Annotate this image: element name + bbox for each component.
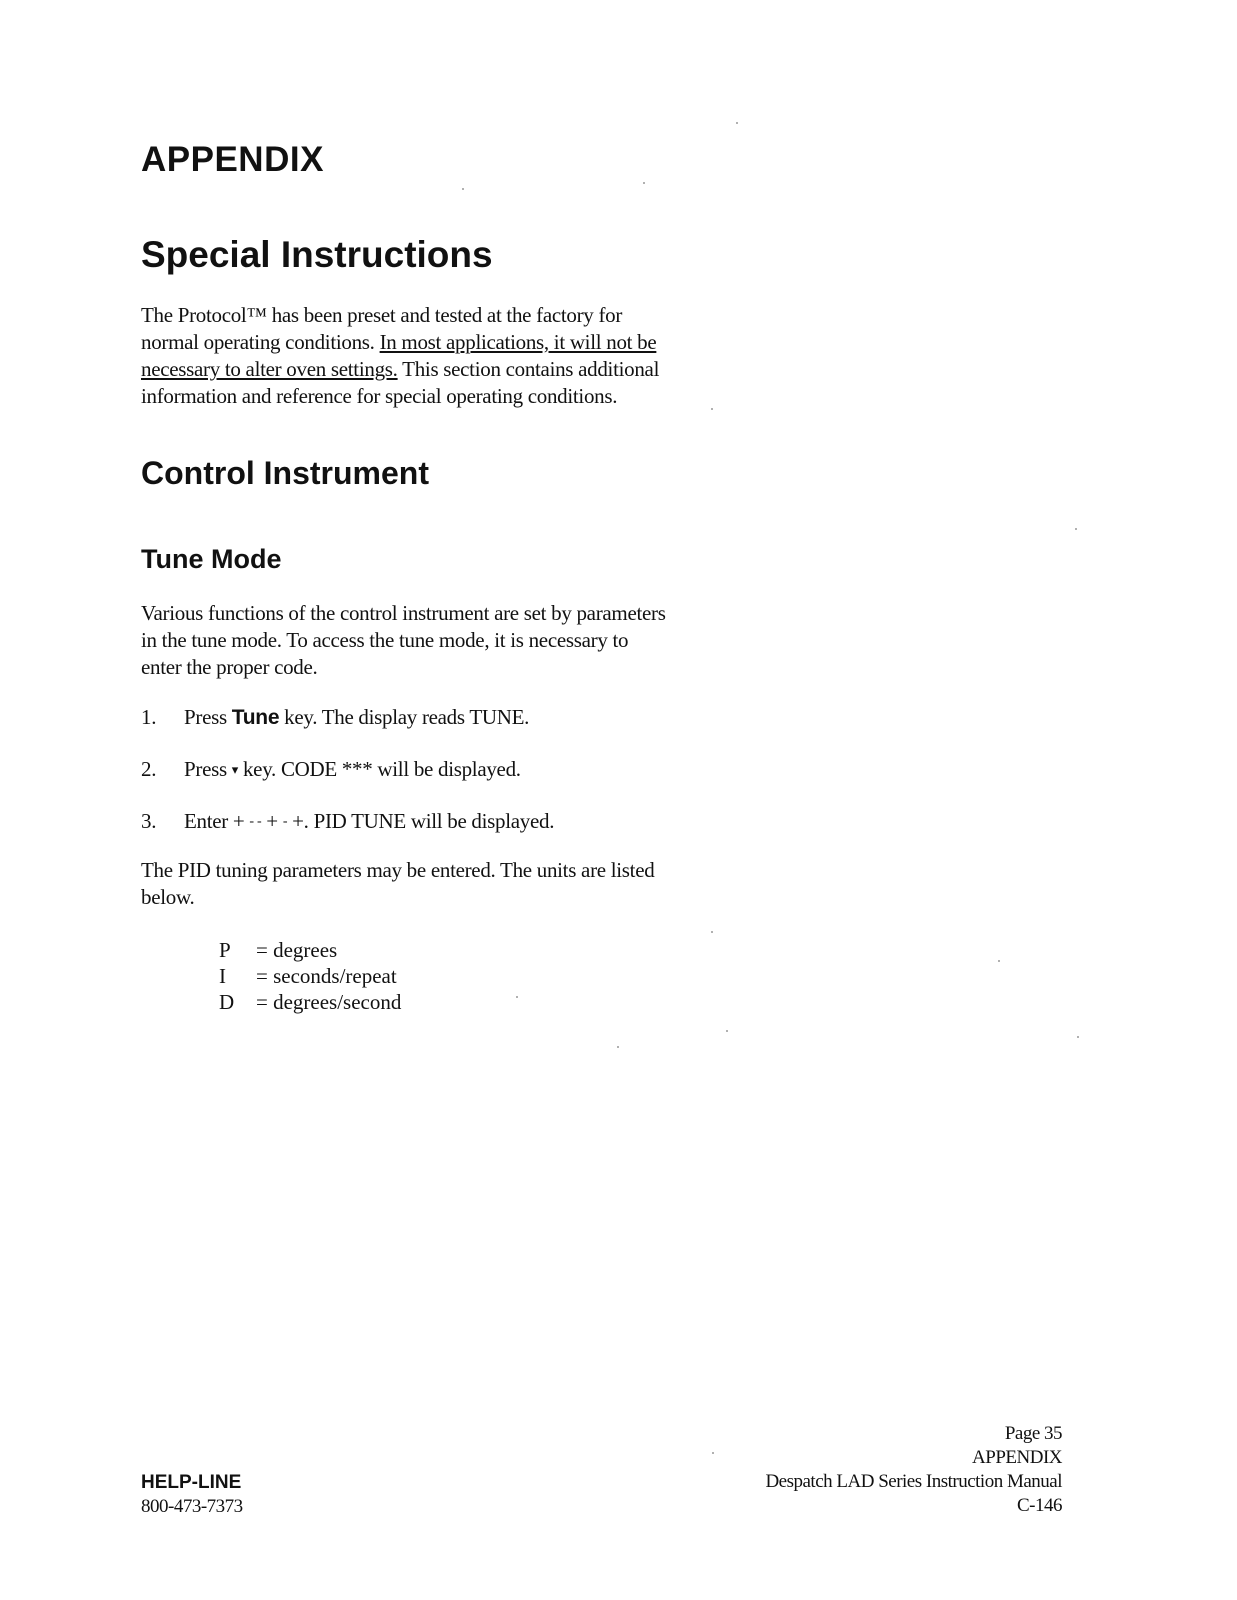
- document-code: C-146: [1017, 1495, 1062, 1516]
- helpline-label: HELP-LINE: [141, 1472, 242, 1493]
- control-instrument-heading: Control Instrument: [141, 455, 429, 491]
- pid-line-1: The PID tuning parameters may be entered. The units are listed: [141, 858, 655, 882]
- scan-speck: [617, 1046, 619, 1048]
- intro-line-2: [141, 329, 721, 356]
- unit-row-i: [219, 963, 401, 989]
- down-arrow-key-icon: ▾: [231, 762, 239, 777]
- unit-row-d: [219, 989, 401, 1015]
- unit-row-p: [219, 937, 401, 963]
- intro-line-3-plain: This section contains additional: [397, 357, 660, 381]
- unit-description: = degrees: [256, 938, 338, 962]
- tune-mode-heading: Tune Mode: [141, 544, 282, 574]
- intro-paragraph: [141, 302, 721, 410]
- unit-variable: P: [219, 938, 231, 962]
- unit-description: = seconds/repeat: [256, 964, 397, 988]
- tune-intro-line-2: in the tune mode. To access the tune mode, it is necessary to: [141, 628, 629, 652]
- scan-speck: [998, 960, 1000, 962]
- step-pre: Press: [184, 757, 232, 781]
- step-pre: Press: [184, 705, 232, 729]
- step-text: [184, 756, 521, 783]
- minus-key-symbol: ‐: [282, 814, 288, 829]
- step-number: 2.: [141, 757, 157, 781]
- step-text: [184, 704, 529, 731]
- step-mid: +: [261, 809, 283, 833]
- intro-line-4: information and reference for special operating conditions.: [141, 384, 618, 408]
- pid-units-list: [219, 937, 401, 1015]
- helpline-block: [141, 1471, 243, 1519]
- intro-line-1: The Protocol™ has been preset and tested at the factory for: [141, 303, 623, 327]
- unit-variable: I: [219, 964, 226, 988]
- step-text: [184, 808, 554, 835]
- step-number: 3.: [141, 809, 157, 833]
- step-post: +. PID TUNE will be displayed.: [287, 809, 555, 833]
- scan-speck: [1075, 528, 1077, 530]
- tune-mode-paragraph: [141, 600, 721, 681]
- pid-paragraph: [141, 857, 721, 911]
- intro-line-3: [141, 356, 721, 383]
- tune-intro-line-3: enter the proper code.: [141, 655, 318, 679]
- intro-line-2-plain: normal operating conditions.: [141, 330, 380, 354]
- step-post: key. CODE *** will be displayed.: [238, 757, 521, 781]
- scan-speck: [712, 1452, 714, 1454]
- page-number: Page 35: [1004, 1423, 1062, 1444]
- helpline-phone: 800-473-7373: [141, 1496, 243, 1517]
- scan-speck: [711, 408, 713, 410]
- manual-title: Despatch LAD Series Instruction Manual: [765, 1471, 1062, 1492]
- minus-key-symbols: ‐ ‐: [249, 814, 262, 829]
- step-pre: Enter +: [184, 809, 250, 833]
- scan-speck: [726, 1030, 728, 1032]
- scan-speck: [1077, 1036, 1079, 1038]
- scan-speck: [711, 931, 713, 933]
- tune-key-label: Tune: [231, 706, 280, 729]
- step-number: 1.: [141, 705, 157, 729]
- footer-section: APPENDIX: [972, 1447, 1062, 1468]
- intro-line-3-underlined: necessary to alter oven settings.: [141, 357, 398, 381]
- pid-line-2: below.: [141, 885, 195, 909]
- tune-intro-line-1: Various functions of the control instrument are set by parameters: [141, 601, 666, 625]
- scan-speck: [736, 122, 738, 124]
- page-footer: [765, 1422, 1062, 1518]
- scan-speck: [516, 996, 518, 998]
- appendix-heading: APPENDIX: [141, 140, 324, 179]
- intro-line-2-underlined: In most applications, it will not be: [379, 330, 657, 354]
- step-post: key. The display reads TUNE.: [279, 705, 530, 729]
- scan-speck: [462, 188, 464, 190]
- unit-description: = degrees/second: [256, 990, 402, 1014]
- unit-variable: D: [219, 990, 235, 1014]
- scan-speck: [643, 182, 645, 184]
- special-instructions-heading: Special Instructions: [141, 234, 493, 275]
